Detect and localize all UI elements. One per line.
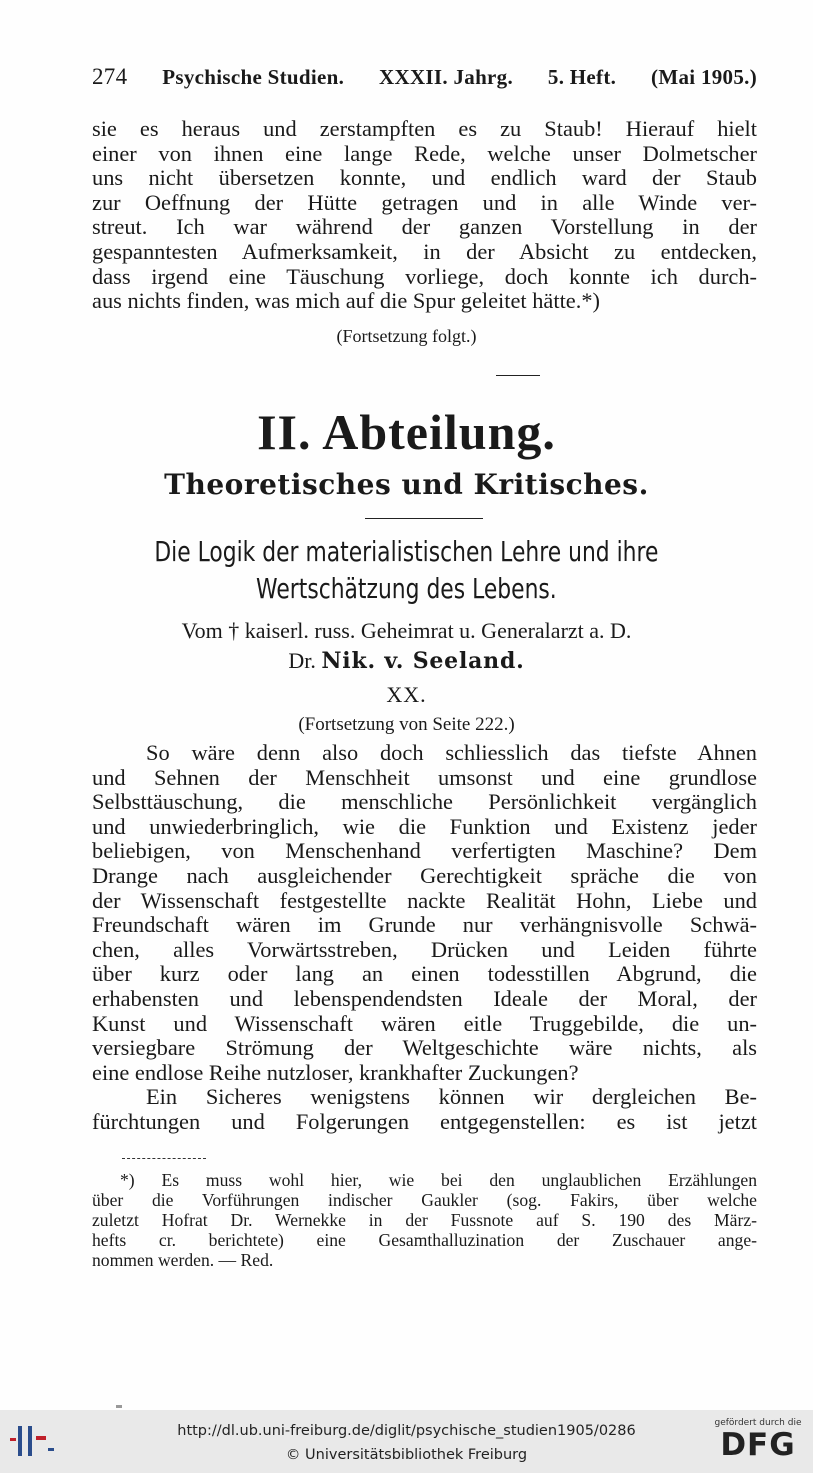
main-paragraph	[92, 741, 757, 1135]
text-line: dass irgend eine Täuschung vorliege, doch konnte ich durch-	[92, 263, 757, 289]
running-head	[92, 64, 757, 90]
text-line: fürchtungen und Folgerungen entgegenstellen: es ist jetzt	[92, 1108, 757, 1134]
issue-date: (Mai 1905.)	[651, 65, 757, 89]
article-title-line: Die Logik der materialistischen Lehre und ihre	[154, 535, 659, 568]
continuation-note: (Fortsetzung folgt.)	[336, 326, 477, 346]
text-line: Selbsttäuschung, die menschliche Persönlichkeit vergänglich	[92, 789, 757, 815]
text-line: Ein Sicheres wenigstens können wir dergleichen Be-	[146, 1084, 757, 1110]
text-line: erhabensten und lebenspendendsten Ideale der Moral, der	[92, 985, 757, 1011]
text-line: und Sehnen der Menschheit umsonst und eine grundlose	[92, 764, 757, 790]
footnote-line: über die Vorführungen indischer Gaukler (sog. Fakirs, über welche	[92, 1190, 757, 1210]
viewer-footer	[0, 1410, 813, 1473]
separator-dash	[365, 518, 483, 519]
article-title-line: Wertschätzung des Lebens.	[256, 572, 557, 605]
text-line: der Wissenschaft festgestellte nackte Realität Hohn, Liebe und	[92, 887, 757, 913]
author	[0, 648, 813, 674]
text-line: und unwiederbringlich, wie die Funktion und Existenz jeder	[92, 813, 757, 839]
page-url-link[interactable]: http://dl.ub.uni-freiburg.de/diglit/psychische_studien1905/0286	[177, 1423, 636, 1439]
page-number: 274	[92, 64, 128, 89]
part-number: XX.	[386, 682, 427, 707]
footnote-line: zuletzt Hofrat Dr. Wernekke in der Fussnote auf S. 190 des März-	[92, 1210, 757, 1230]
author-name: Nik. v. Seeland.	[321, 648, 525, 674]
volume: XXXII. Jahrg.	[379, 65, 514, 89]
text-line: So wäre denn also doch schliesslich das tiefste Ahnen	[146, 740, 757, 765]
dfg-wordmark: DFG	[720, 1427, 796, 1463]
separator-dash	[496, 375, 540, 376]
footnote-rule	[122, 1158, 206, 1159]
continuation-reference: (Fortsetzung von Seite 222.)	[298, 714, 515, 735]
intro-paragraph	[92, 117, 757, 314]
author-byline: Vom † kaiserl. russ. Geheimrat u. Generalarzt a. D.	[181, 618, 632, 643]
footnote-line: nommen werden. — Red.	[92, 1250, 274, 1270]
text-line: versiegbare Strömung der Weltgeschichte wäre nichts, als	[92, 1035, 757, 1061]
text-line: sie es heraus und zerstampften es zu Staub! Hierauf hielt	[92, 116, 757, 141]
text-line: streut. Ich war während der ganzen Vorstellung in der	[92, 214, 757, 240]
copyright-notice: © Universitätsbibliothek Freiburg	[285, 1447, 528, 1463]
dfg-caption: gefördert durch die	[714, 1418, 802, 1428]
author-prefix: Dr.	[288, 648, 316, 673]
section-title: II. Abteilung.	[257, 404, 556, 460]
text-line: Kunst und Wissenschaft wären eitle Truggebilde, die un-	[92, 1010, 757, 1036]
scan-speck	[116, 1405, 122, 1408]
dfg-logo[interactable]	[713, 1418, 803, 1468]
footnote-line: *) Es muss wohl hier, wie bei den unglaublichen Erzählungen	[120, 1170, 757, 1190]
footnote-line: hefts cr. berichtete) eine Gesamthalluzination der Zuschauer ange-	[92, 1230, 757, 1250]
text-line: beliebigen, von Menschenhand verfertigten Maschine? Dem	[92, 838, 757, 864]
text-line: gespanntesten Aufmerksamkeit, in der Absicht zu entdecken,	[92, 238, 757, 264]
text-line: zur Oeffnung der Hütte getragen und in alle Winde ver-	[92, 189, 757, 215]
text-line: über kurz oder lang an einen todesstillen Abgrund, die	[92, 961, 757, 987]
text-line: eine endlose Reihe nutzloser, krankhafter Zuckungen?	[92, 1059, 579, 1085]
text-line: chen, alles Vorwärtsstreben, Drücken und Leiden führte	[92, 936, 757, 962]
text-line: aus nichts finden, was mich auf die Spur geleitet hätte.*)	[92, 288, 600, 314]
footnote	[92, 1170, 757, 1270]
article-title	[89, 533, 723, 607]
text-line: Freundschaft wären im Grunde nur verhängnisvolle Schwä-	[92, 912, 757, 938]
section-subtitle: Theoretisches und Kritisches.	[164, 468, 649, 501]
text-line: einer von ihnen eine lange Rede, welche unser Dolmetscher	[92, 140, 757, 166]
text-line: uns nicht übersetzen konnte, und endlich ward der Staub	[92, 165, 757, 191]
issue: 5. Heft.	[547, 65, 617, 89]
journal-title: Psychische Studien.	[162, 65, 345, 89]
text-line: Drange nach ausgleichender Gerechtigkeit spräche die von	[92, 862, 757, 888]
